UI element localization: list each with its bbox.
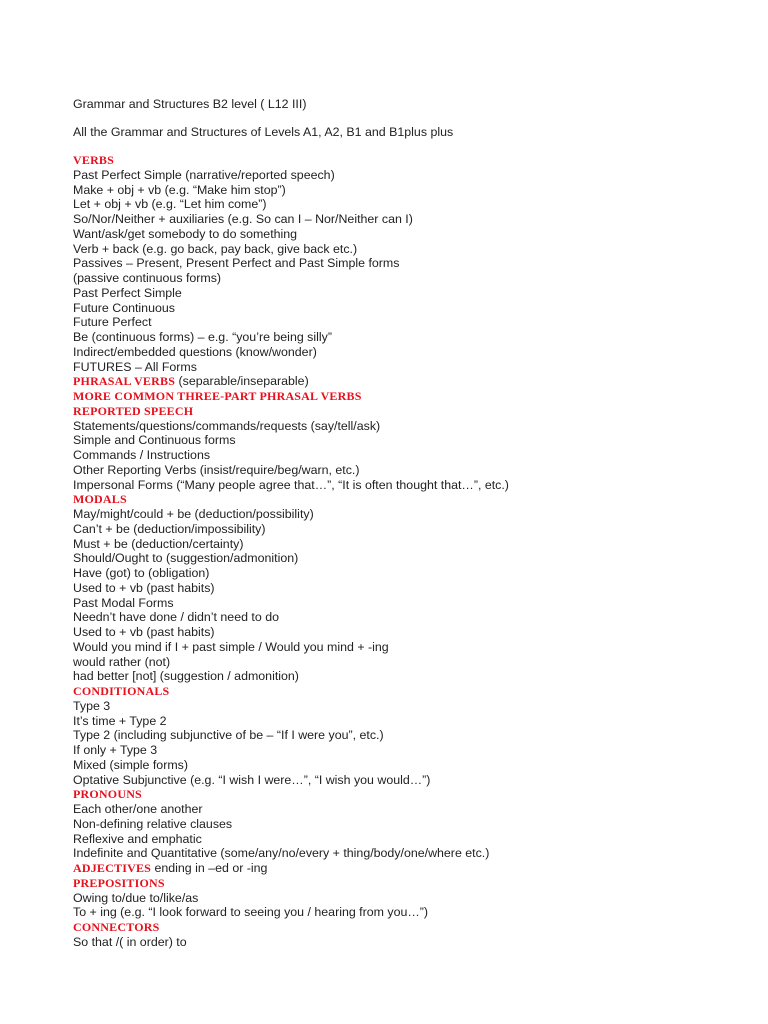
section-heading: MODALS — [73, 492, 127, 507]
list-item: Type 2 (including subjunctive of be – “If I were you”, etc.) — [73, 728, 384, 743]
list-item: Would you mind if I + past simple / Would you mind + -ing — [73, 639, 389, 654]
section-heading: MORE COMMON THREE-PART PHRASAL VERBS — [73, 389, 362, 403]
section-heading-row — [73, 876, 753, 891]
section-heading-note: (separable/inseparable) — [175, 374, 309, 389]
list-item: Statements/questions/commands/requests (say/tell/ask) — [73, 418, 381, 433]
section-heading-row — [73, 492, 753, 507]
list-item: Type 3 — [73, 698, 111, 713]
section-heading: PRONOUNS — [73, 787, 142, 802]
list-item: Future Continuous — [73, 300, 175, 315]
section-heading-note: ending in –ed or -ing — [151, 861, 268, 875]
list-item: Optative Subjunctive (e.g. “I wish I were…”, “I wish you would…”) — [73, 772, 431, 787]
document-title: Grammar and Structures B2 level ( L12 III) — [73, 97, 307, 111]
list-item: Must + be (deduction/certainty) — [73, 536, 244, 551]
list-item: Reflexive and emphatic — [73, 831, 202, 846]
list-item: Impersonal Forms (“Many people agree that…”, “It is often thought that…”, etc.) — [73, 477, 509, 492]
list-item: Mixed (simple forms) — [73, 757, 188, 772]
section-heading-row — [73, 374, 753, 389]
list-item: So that /( in order) to — [73, 934, 187, 949]
document-subtitle: All the Grammar and Structures of Levels A1, A2, B1 and B1plus plus — [73, 125, 454, 139]
list-item: Be (continuous forms) – e.g. “you’re being silly” — [73, 330, 332, 344]
list-item: Passives – Present, Present Perfect and Past Simple forms — [73, 256, 400, 271]
section-heading: CONDITIONALS — [73, 684, 170, 698]
list-item: had better [not] (suggestion / admonition) — [73, 669, 299, 684]
list-item: To + ing (e.g. “I look forward to seeing you / hearing from you…”) — [73, 905, 429, 920]
list-item: Verb + back (e.g. go back, pay back, give back etc.) — [73, 241, 358, 256]
list-item: Needn’t have done / didn’t need to do — [73, 610, 279, 625]
list-item: Should/Ought to (suggestion/admonition) — [73, 551, 299, 566]
list-item: Can’t + be (deduction/impossibility) — [73, 521, 266, 536]
list-item: Indefinite and Quantitative (some/any/no/every + thing/body/one/where etc.) — [73, 846, 490, 861]
section-heading-row — [73, 404, 753, 419]
list-item: would rather (not) — [73, 654, 171, 669]
section-heading-row — [73, 787, 753, 802]
section-heading: PHRASAL VERBS — [73, 374, 176, 389]
list-item: Owing to/due to/like/as — [73, 890, 199, 905]
list-item: FUTURES – All Forms — [73, 359, 197, 374]
section-heading: REPORTED SPEECH — [73, 403, 194, 418]
section-heading-row — [73, 684, 753, 699]
list-item: Past Modal Forms — [73, 595, 174, 610]
list-item: Make + obj + vb (e.g. “Make him stop”) — [73, 182, 286, 197]
list-item: Used to + vb (past habits) — [73, 580, 215, 595]
section-heading: VERBS — [73, 153, 115, 167]
list-item: Simple and Continuous forms — [73, 433, 236, 448]
list-item: May/might/could + be (deduction/possibility) — [73, 507, 314, 521]
grammar-list — [73, 153, 753, 950]
list-item: So/Nor/Neither + auxiliaries (e.g. So can I – Nor/Neither can I) — [73, 212, 413, 226]
list-item: Want/ask/get somebody to do something — [73, 226, 298, 241]
list-item: It’s time + Type 2 — [73, 713, 167, 728]
list-item: If only + Type 3 — [73, 743, 158, 757]
list-item: (passive continuous forms) — [73, 271, 222, 285]
document-page — [73, 97, 753, 950]
list-item: Other Reporting Verbs (insist/require/beg/warn, etc.) — [73, 462, 360, 477]
section-heading: CONNECTORS — [73, 920, 160, 934]
section-heading-row — [73, 861, 753, 876]
list-item: Used to + vb (past habits) — [73, 625, 215, 639]
list-item: Each other/one another — [73, 802, 203, 816]
section-heading-row — [73, 920, 753, 935]
section-heading: PREPOSITIONS — [73, 875, 165, 890]
list-item: Non-defining relative clauses — [73, 816, 233, 831]
section-heading-row — [73, 153, 753, 168]
section-heading-row — [73, 389, 753, 404]
section-heading: ADJECTIVES — [73, 861, 152, 875]
list-item: Commands / Instructions — [73, 448, 211, 462]
list-item: Past Perfect Simple — [73, 285, 182, 300]
list-item: Future Perfect — [73, 315, 152, 330]
list-item: Past Perfect Simple (narrative/reported speech) — [73, 167, 335, 182]
list-item: Have (got) to (obligation) — [73, 566, 210, 580]
list-item: Indirect/embedded questions (know/wonder) — [73, 344, 317, 359]
list-item: Let + obj + vb (e.g. “Let him come”) — [73, 197, 267, 212]
